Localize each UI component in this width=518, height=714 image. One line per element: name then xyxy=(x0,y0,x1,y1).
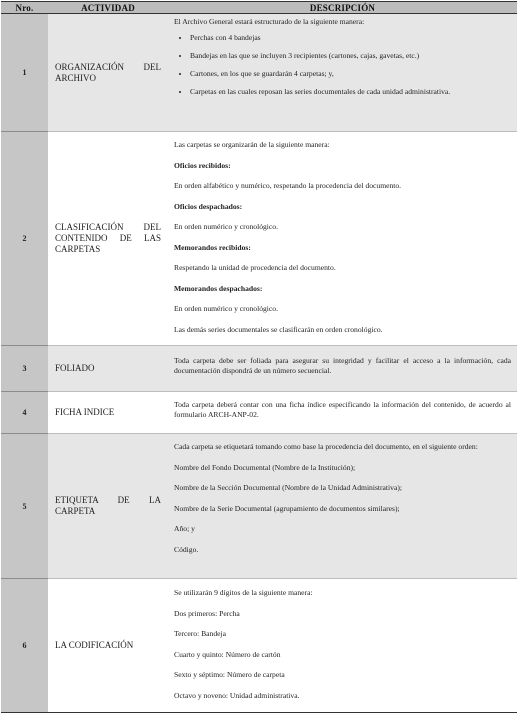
activity-cell: FOLIADO xyxy=(48,346,168,392)
description-line: En orden alfabético y numérico, respetando la procedencia del documento. xyxy=(174,181,402,190)
bullet-item: • Cartones, en los que se guardarán 4 carpetas; y, xyxy=(190,69,511,78)
description-line: Nombre del Fondo Documental (Nombre de la Institución); xyxy=(174,462,356,472)
description-line: Cada carpeta se etiquetará tomando como base la procedencia del documento, en el siguiente orden: xyxy=(174,442,478,451)
row-number: 6 xyxy=(1,579,48,713)
bullet-item: • Carpetas en las cuales reposan las series documentales de cada unidad administrativa. xyxy=(190,87,511,96)
description-cell xyxy=(168,434,517,579)
description-line: En orden numérico y cronológico. xyxy=(174,304,278,313)
description-line: Octavo y noveno: Unidad administrativa. xyxy=(174,690,300,700)
table-row xyxy=(1,14,517,132)
table-header xyxy=(1,2,517,14)
activity-cell: LA CODIFICACIÓN xyxy=(48,579,168,713)
activity-cell: ORGANIZACIÓN DEL ARCHIVO xyxy=(48,14,168,132)
description-cell xyxy=(168,14,517,132)
table-row xyxy=(1,579,517,713)
description-intro: El Archivo General estará estructurado de la siguiente manera: xyxy=(174,17,365,26)
description-line: Sexto y séptimo: Número de carpeta xyxy=(174,670,285,679)
description-bullets xyxy=(174,33,511,96)
row-number: 3 xyxy=(1,346,48,392)
description-line: En orden numérico y cronológico. xyxy=(174,222,278,231)
description-line: Año; y xyxy=(174,524,195,533)
table-row xyxy=(1,392,517,434)
header-nro: Nro. xyxy=(1,2,48,14)
bullet-item: • Perchas con 4 bandejas xyxy=(190,33,511,42)
row-number: 1 xyxy=(1,14,48,132)
description-subheading: Memorandos despachados: xyxy=(174,283,263,293)
description-subheading: Oficios despachados: xyxy=(174,201,243,211)
description-line: Tercero: Bandeja xyxy=(174,629,226,638)
description-line: Se utilizarán 9 dígitos de la siguiente manera: xyxy=(174,588,313,597)
table-row xyxy=(1,346,517,392)
table-row xyxy=(1,132,517,346)
description-line: Código. xyxy=(174,544,199,554)
activity-cell: CLASIFICACIÓN DEL CONTENIDO DE LAS CARPETAS xyxy=(48,132,168,346)
bullet-item: • Bandejas en las que se incluyen 3 recipientes (cartones, cajas, gavetas, etc.) xyxy=(190,51,511,60)
row-number: 4 xyxy=(1,392,48,434)
header-actividad: ACTIVIDAD xyxy=(48,2,168,14)
activities-table xyxy=(1,1,517,713)
description-text: Toda carpeta deberá contar con una ficha índice especificando la información del contenido, de acuerdo al formulario ARCH-ANP-02. xyxy=(174,400,511,419)
description-subheading: Oficios recibidos: xyxy=(174,160,231,170)
table-row xyxy=(1,434,517,579)
activity-cell: FICHA INDICE xyxy=(48,392,168,434)
description-line: Respetando la unidad de procedencia del documento. xyxy=(174,263,336,272)
description-line: Las demás series documentales se clasificarán en orden cronológico. xyxy=(174,324,383,334)
header-descripcion: DESCRIPCIÓN xyxy=(168,2,517,14)
description-cell xyxy=(168,392,517,434)
description-subheading: Memorandos recibidos: xyxy=(174,242,251,252)
description-cell xyxy=(168,346,517,392)
description-line: Dos primeros: Percha xyxy=(174,608,240,618)
description-cell xyxy=(168,132,517,346)
description-line: Nombre de la Serie Documental (agrupamiento de documentos similares); xyxy=(174,503,400,513)
row-number: 5 xyxy=(1,434,48,579)
description-cell xyxy=(168,579,517,713)
row-number: 2 xyxy=(1,132,48,346)
activity-cell: ETIQUETA DE LA CARPETA xyxy=(48,434,168,579)
description-line: Nombre de la Sección Documental (Nombre de la Unidad Administrativa); xyxy=(174,483,402,492)
description-line: Las carpetas se organizarán de la siguiente manera: xyxy=(174,140,330,149)
description-text: Toda carpeta debe ser foliada para asegurar su integridad y facilitar el acceso a la información, cada documentación dispondrá de un número secuencial. xyxy=(174,356,511,375)
description-line: Cuarto y quinto: Número de cartón xyxy=(174,649,281,659)
